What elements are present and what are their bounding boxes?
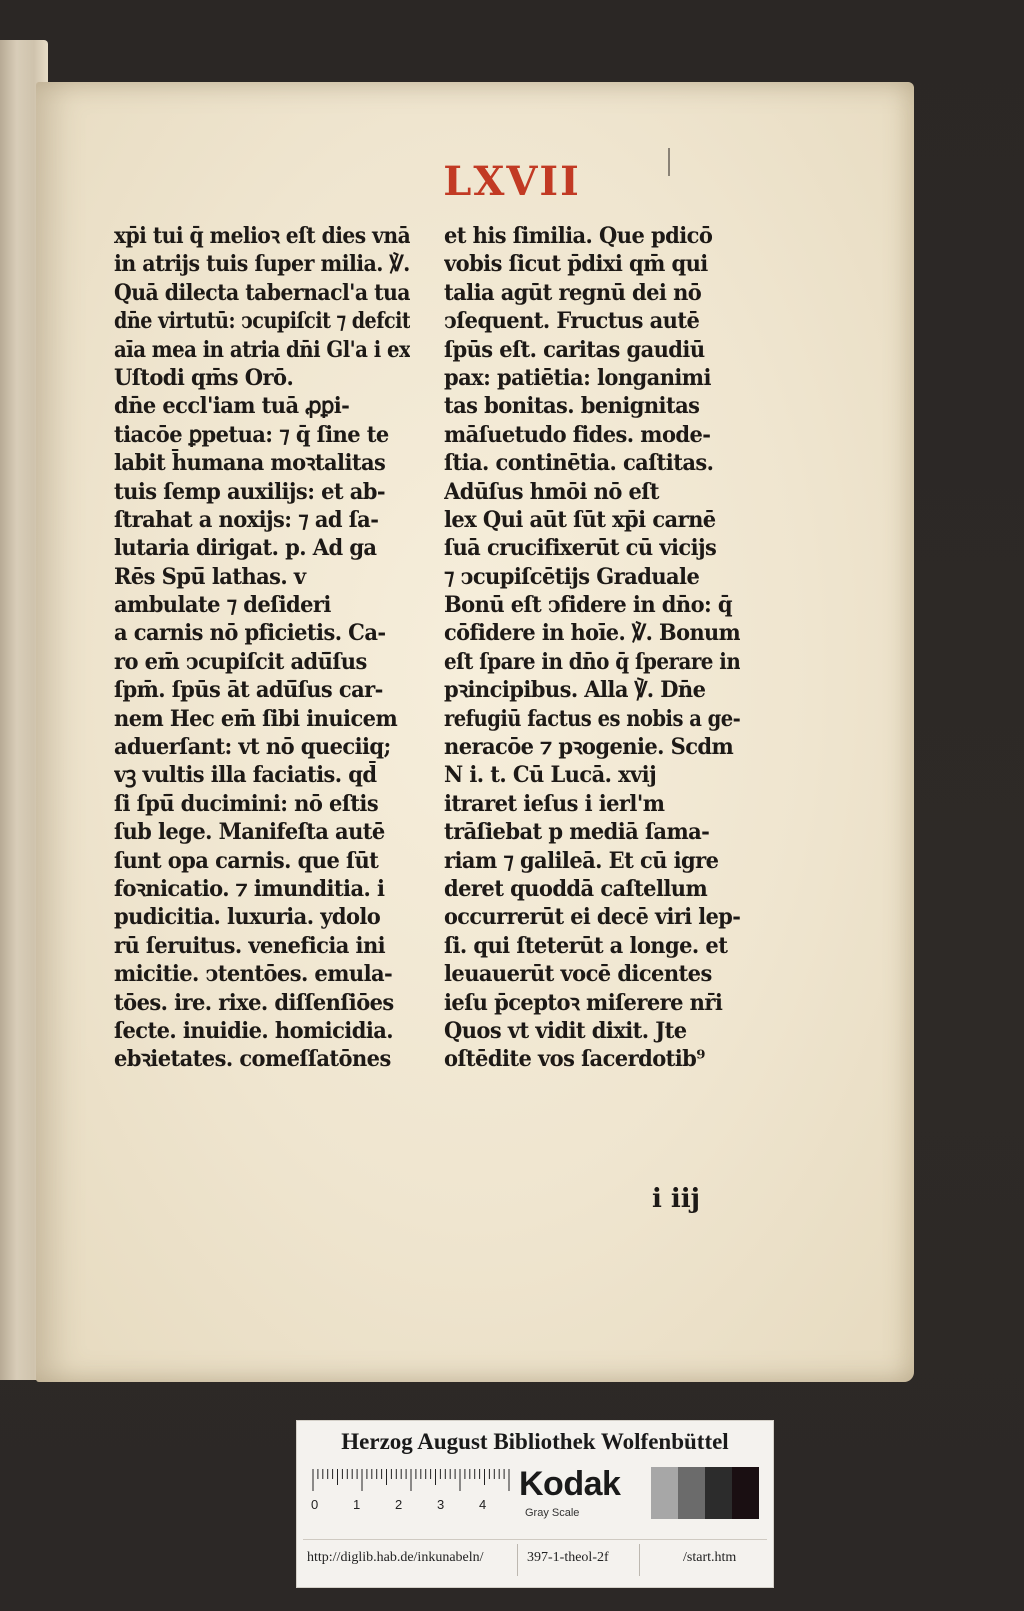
gray-patch (732, 1467, 759, 1519)
text-line: ſunt opa carnis. que ſūt (114, 847, 379, 874)
text-line: ſuā crucifixerūt cū vicijs (444, 535, 717, 562)
scale-ruler (311, 1469, 511, 1521)
text-line: lutaria dirigat. p. Ad ga (114, 535, 377, 562)
text-line: oſtēdite vos ſacerdotib⁹ (444, 1046, 705, 1073)
text-line: refugiū factus es nobis a ge- (444, 705, 740, 732)
library-title: Herzog August Bibliothek Wolfenbüttel (341, 1429, 729, 1454)
text-line: cōfidere in hoīe. ℣. Bonum (444, 620, 740, 647)
text-line: vobis ſicut p̄dixi qm̄ qui (444, 251, 708, 278)
text-line: pax: patiētia: longanimi (444, 364, 711, 391)
shelfmark-text: 397-1-theol-2f (527, 1550, 609, 1565)
ruler-label: 3 (437, 1497, 445, 1512)
text-line: māſuetudo fides. mode- (444, 421, 711, 448)
text-line: tuis ſemp auxilijs: et ab- (114, 478, 386, 505)
text-line: ſpūs eſt. caritas gaudiū (444, 336, 705, 363)
text-column-right (444, 222, 754, 1212)
text-line: ebꝛietates. comeſſatōnes (114, 1046, 391, 1073)
ruler-label: 4 (479, 1497, 487, 1512)
ruler-ticks (311, 1469, 511, 1493)
pencil-mark (668, 148, 670, 176)
folio-number: LXVII (443, 158, 581, 205)
text-line: Bonū eſt ↄfidere in dn̄o: q̄ (444, 592, 733, 619)
url-row (303, 1539, 767, 1580)
text-line: Rēs Spū̄ lathas. v (114, 563, 306, 590)
text-line: ⁊ ↄcupiſcētijs Graduale (444, 563, 700, 590)
gray-patch (651, 1467, 678, 1519)
text-line: pꝛincipibus. Alla ℣. Dn̄e (444, 677, 706, 704)
kodak-subtitle: Gray Scale (525, 1507, 580, 1519)
text-line: labit h̄umana moꝛtalitas (114, 450, 386, 477)
text-line: Adūſus hmōi nō eſt (444, 478, 659, 505)
signature-mark: i iij (652, 1184, 701, 1214)
text-line: nem Hec em̄ ſibi inuicem (114, 705, 398, 732)
text-line: pudicitia. luxuria. ydolo (114, 904, 381, 931)
text-line: Quos vt vidit dixit. Jte (444, 1017, 687, 1044)
text-line: xp̄i tui q̄ melioꝛ eſt dies vnā (114, 223, 410, 249)
text-line: ſecte. inuidie. homicidia. (114, 1017, 394, 1044)
text-line: talia agūt regnū dei nō (444, 279, 702, 306)
library-target-card (296, 1420, 774, 1588)
text-line: deret quoddā caſtellum (444, 875, 708, 902)
ruler-label: 1 (353, 1497, 361, 1512)
text-line: ro em̄ ↄcupiſcit adū̄ſus (114, 648, 367, 675)
text-line: aduerſant: vt nō queciiq; (114, 734, 391, 761)
text-line: ſtrahat a noxijs: ⁊ ad ſa- (114, 506, 379, 533)
text-line: a carnis nō pficietis. Ca- (114, 620, 386, 647)
text-line: occurrerūt ei decē viri lep- (444, 904, 740, 931)
text-line: dn̄e eccl'iam tuā ꝓꝑi- (114, 393, 350, 420)
text-line: tas bonitas. benignitas (444, 393, 700, 420)
text-line: N i. t. Cū Lucā. xvij (444, 762, 657, 789)
text-line: ſi ſpū̄ ducimini: nō eſtis (114, 790, 379, 817)
gray-patch (678, 1467, 705, 1519)
text-line: et his ſimilia. Que pdicō (444, 223, 713, 249)
text-line: Quā dilecta tabernacl'a tua (114, 279, 410, 306)
text-line: Uſtodi qm̄s Orō. (114, 364, 294, 391)
ruler-label: 2 (395, 1497, 403, 1512)
text-line: tiacōe ꝑpetua: ⁊ q̄ ſine te (114, 421, 389, 448)
kodak-logo: Kodak (519, 1465, 621, 1503)
text-line: riam ⁊ galileā. Et cū igre (444, 847, 719, 874)
text-line: ſi. qui ſteterūt a longe. et (444, 932, 728, 959)
divider (639, 1544, 640, 1576)
text-column-left (114, 222, 424, 1212)
text-line: ſtia. continētia. caſtitas. (444, 450, 714, 477)
text-line: aīa mea in atria dn̄i Gl'a i ex (114, 336, 410, 363)
url-text: http://diglib.hab.de/inkunabeln/ (307, 1550, 484, 1565)
page-file-text: /start.htm (683, 1550, 737, 1565)
text-line: foꝛnicatio. ⁊ imunditia. i (114, 875, 385, 902)
gray-scale-patches (651, 1467, 759, 1519)
text-line: ſub lege. Manifeſta autē (114, 819, 385, 846)
text-line: ambulate ⁊ deſideri (114, 592, 331, 619)
text-line: neracōe ⁊ pꝛogenie. Scdm (444, 734, 734, 761)
text-line: vꝫ vultis illa faciatis. qd̄ (114, 762, 377, 789)
text-line: ↄſequent. Fructus autē (444, 308, 700, 335)
text-line: dn̄e virtutū: ↄcupiſcit ⁊ defcit (114, 308, 410, 335)
text-line: micitie. ↄtentōes. emula- (114, 961, 393, 988)
text-line: lex Qui aūt ſūt xp̄i carnē (444, 506, 716, 533)
text-line: leuauerūt vocē dicentes (444, 961, 712, 988)
text-line: rū ſeruitus. veneficia ini (114, 932, 386, 959)
divider (517, 1544, 518, 1576)
text-line: ieſu p̄ceptoꝛ miſerere nr̄i (444, 989, 723, 1016)
ruler-label: 0 (311, 1497, 319, 1512)
text-line: eſt ſpare in dn̄o q̄ ſperare in (444, 648, 740, 675)
text-line: tōes. ire. rixe. diſſenſiōes (114, 989, 394, 1016)
gray-patch (705, 1467, 732, 1519)
text-line: ſpm̄. ſpūs āt adū̄ſus car- (114, 677, 383, 704)
text-line: trāſiebat p mediā ſama- (444, 819, 710, 846)
text-line: itraret ieſus i ierl'm (444, 790, 665, 817)
text-line: in atrijs tuis ſuper milia. ℣. (114, 251, 410, 278)
